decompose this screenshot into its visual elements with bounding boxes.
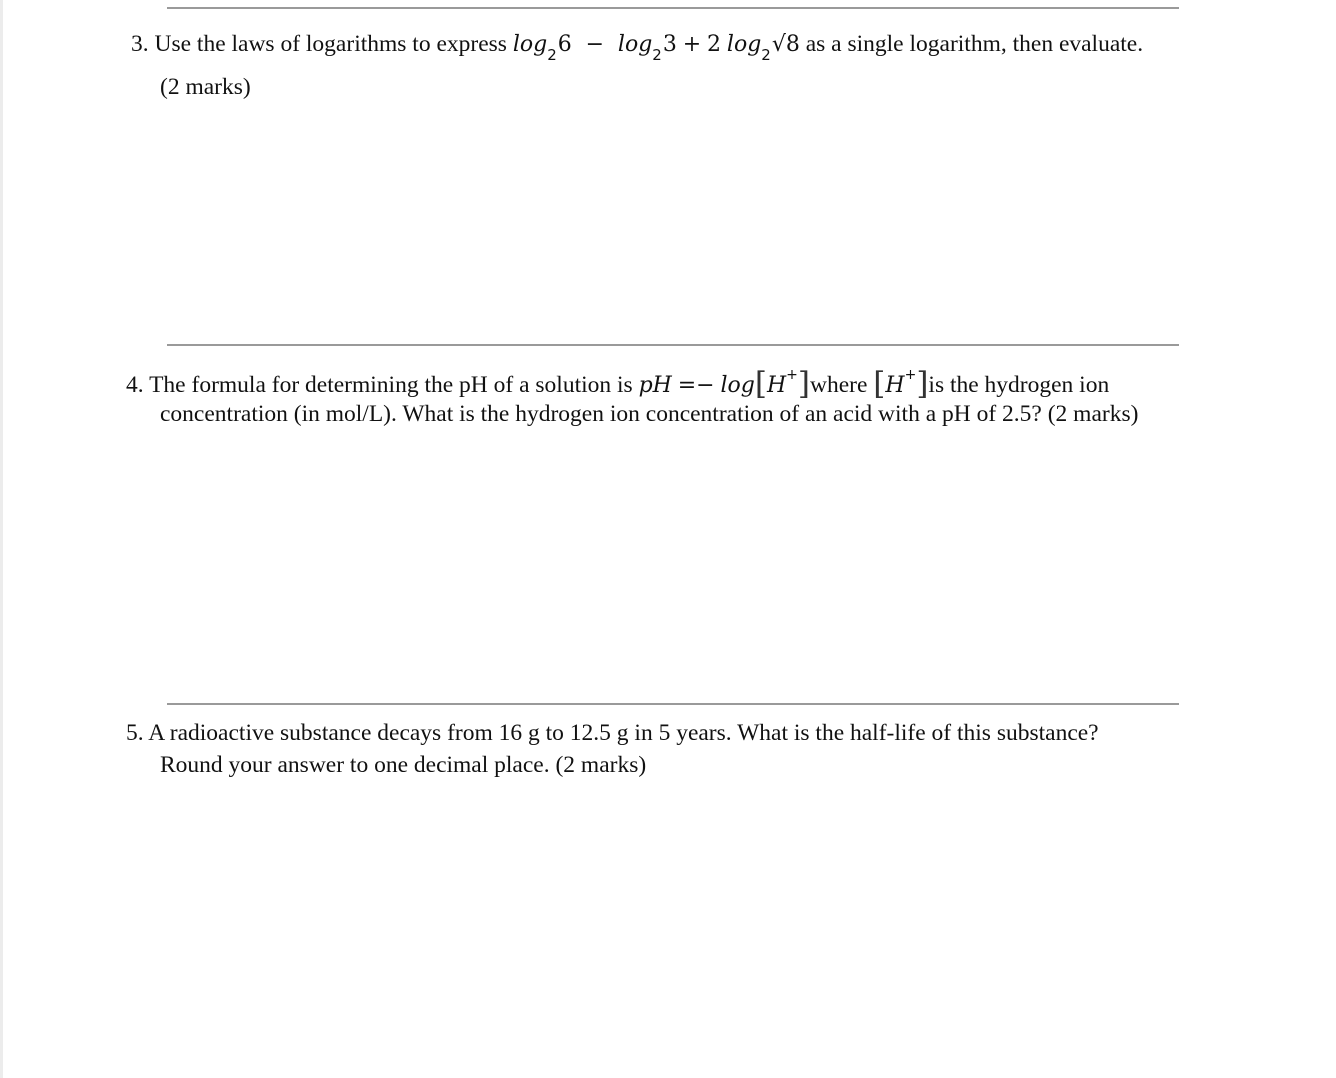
q4-log-fn: log <box>720 373 755 398</box>
q3-term1-fn: log <box>512 32 548 57</box>
question-4-text-after: is the hydrogen ion <box>928 372 1110 398</box>
q4-ion: H <box>766 373 787 398</box>
q4-bracket-open: [ <box>754 366 767 402</box>
q3-term3-fn: log <box>726 32 762 57</box>
question-4-line-2: concentration (in mol/L). What is the hydrogen ion concentration of an acid with a pH of 2.5? (2 marks) <box>160 401 1139 427</box>
q3-term1-arg: 6 <box>557 32 572 57</box>
q3-minus: − <box>585 32 605 57</box>
question-3-text-before: Use the laws of logarithms to express <box>154 31 507 57</box>
q3-term2-fn: log <box>617 32 653 57</box>
q4-mid-text: where <box>809 372 868 398</box>
q3-coef: 2 <box>707 32 722 57</box>
q3-term3-base: 2 <box>761 46 771 64</box>
question-5-line-2: Round your answer to one decimal place. (2 marks) <box>160 752 647 778</box>
question-4-number: 4. <box>126 372 144 398</box>
question-5-text: A radioactive substance decays from 16 g to 12.5 g in 5 years. What is the half-life of this substance? <box>148 720 1099 746</box>
q4-charge: + <box>786 367 798 383</box>
q3-term1-base: 2 <box>547 46 557 64</box>
question-3-marks: (2 marks) <box>160 74 251 100</box>
q4-equals: =− <box>677 373 715 398</box>
separator-middle <box>167 344 1179 346</box>
question-3-line-1 <box>131 28 1143 62</box>
page-left-edge <box>0 0 3 1078</box>
question-5-number: 5. <box>126 720 144 746</box>
q3-term2-arg: 3 <box>662 32 677 57</box>
q3-term2-base: 2 <box>652 46 662 64</box>
q4-charge-2: + <box>904 367 917 383</box>
q4-bracket2-close: ] <box>916 366 929 402</box>
q4-lhs: pH <box>638 373 672 398</box>
separator-bottom <box>167 703 1179 705</box>
q3-plus: + <box>682 32 702 57</box>
q3-term3-arg: √8 <box>771 32 800 57</box>
question-3-number: 3. <box>131 31 149 57</box>
question-3-text-after: as a single logarithm, then evaluate. <box>805 31 1144 57</box>
q4-bracket2-open: [ <box>873 366 886 402</box>
q4-ion-2: H <box>885 373 905 398</box>
question-4-text-before: The formula for determining the pH of a solution is <box>149 372 633 398</box>
question-5-line-1 <box>126 717 1099 749</box>
separator-top <box>167 7 1179 9</box>
q4-bracket-close: ] <box>797 366 810 402</box>
